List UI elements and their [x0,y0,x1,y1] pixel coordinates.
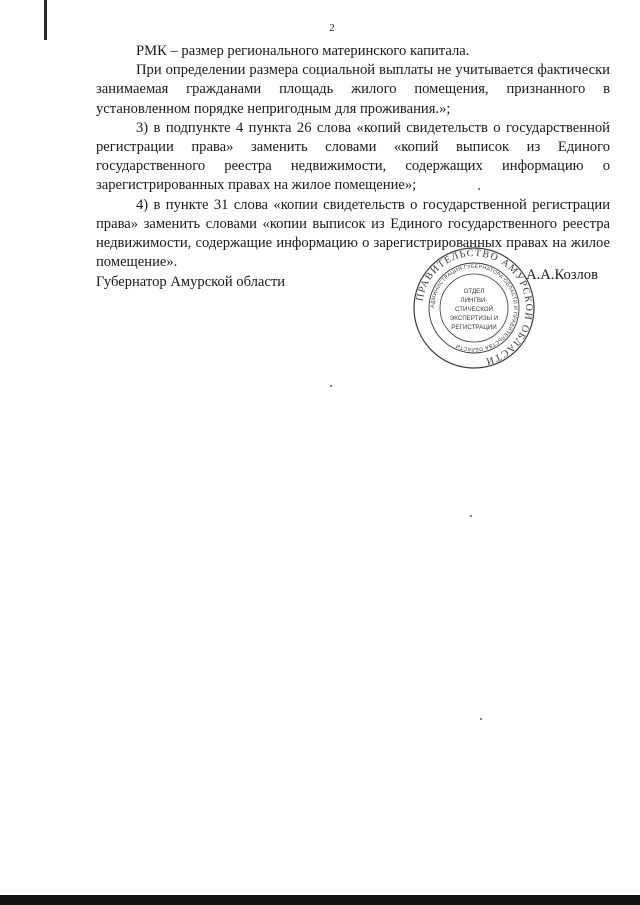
scan-speck [478,188,480,190]
paragraph-subitem-3: 3) в подпункте 4 пункта 26 слова «копий свидетельств о государственной регистрации права» заменить словами «копий выписок из Единого государственного реестра недвижимости, содержащих информацию о зарегистрированных правах на жилое помещение»; [96,119,610,194]
scan-artifact-bottom-edge [0,895,640,905]
document-body [96,42,610,272]
svg-text:СТИЧЕСКОЙ: СТИЧЕСКОЙ [454,306,494,313]
svg-text:ЛИНГВИ-: ЛИНГВИ- [460,297,488,304]
paragraph-subitem-4: 4) в пункте 31 слова «копии свидетельств о государственной регистрации права» заменить словами «копии выписок из Единого государственного реестра недвижимости, содержащие информацию о зарегистрированных правах на жилое помещение». [96,196,610,271]
scan-artifact-left-bar [44,0,47,40]
signature-block [96,247,610,380]
signer-title: Губернатор Амурской области [96,274,286,290]
scan-speck [480,718,482,720]
seal-inner-ring-text: АДМИНИСТРАЦИЯ ГУБЕРНАТОРА ОБЛАСТИ И ПРАВИТЕЛЬСТВА ОБЛАСТИ [429,263,519,353]
scan-speck [330,385,332,387]
paragraph-social-payment: При определении размера социальной выплаты не учитывается фактически занимаемая гражданами площадь жилого помещения, признанного в установленном порядке непригодным для проживания.»; [96,62,610,117]
seal-outer-text: ПРАВИТЕЛЬСТВО АМУРСКОЙ ОБЛАСТИ [414,247,535,367]
official-seal-stamp [412,246,536,370]
svg-text:ОТДЕЛ: ОТДЕЛ [463,288,485,295]
paragraph-rmk-definition: РМК – размер регионального материнского капитала. [136,43,470,59]
seal-center-text [450,288,498,331]
page-number: 2 [329,22,335,34]
scan-speck [470,515,472,517]
svg-text:РЕГИСТРАЦИИ: РЕГИСТРАЦИИ [451,324,497,331]
svg-text:ЭКСПЕРТИЗЫ И: ЭКСПЕРТИЗЫ И [449,315,499,322]
signer-name: А.А.Козлов [526,267,598,283]
